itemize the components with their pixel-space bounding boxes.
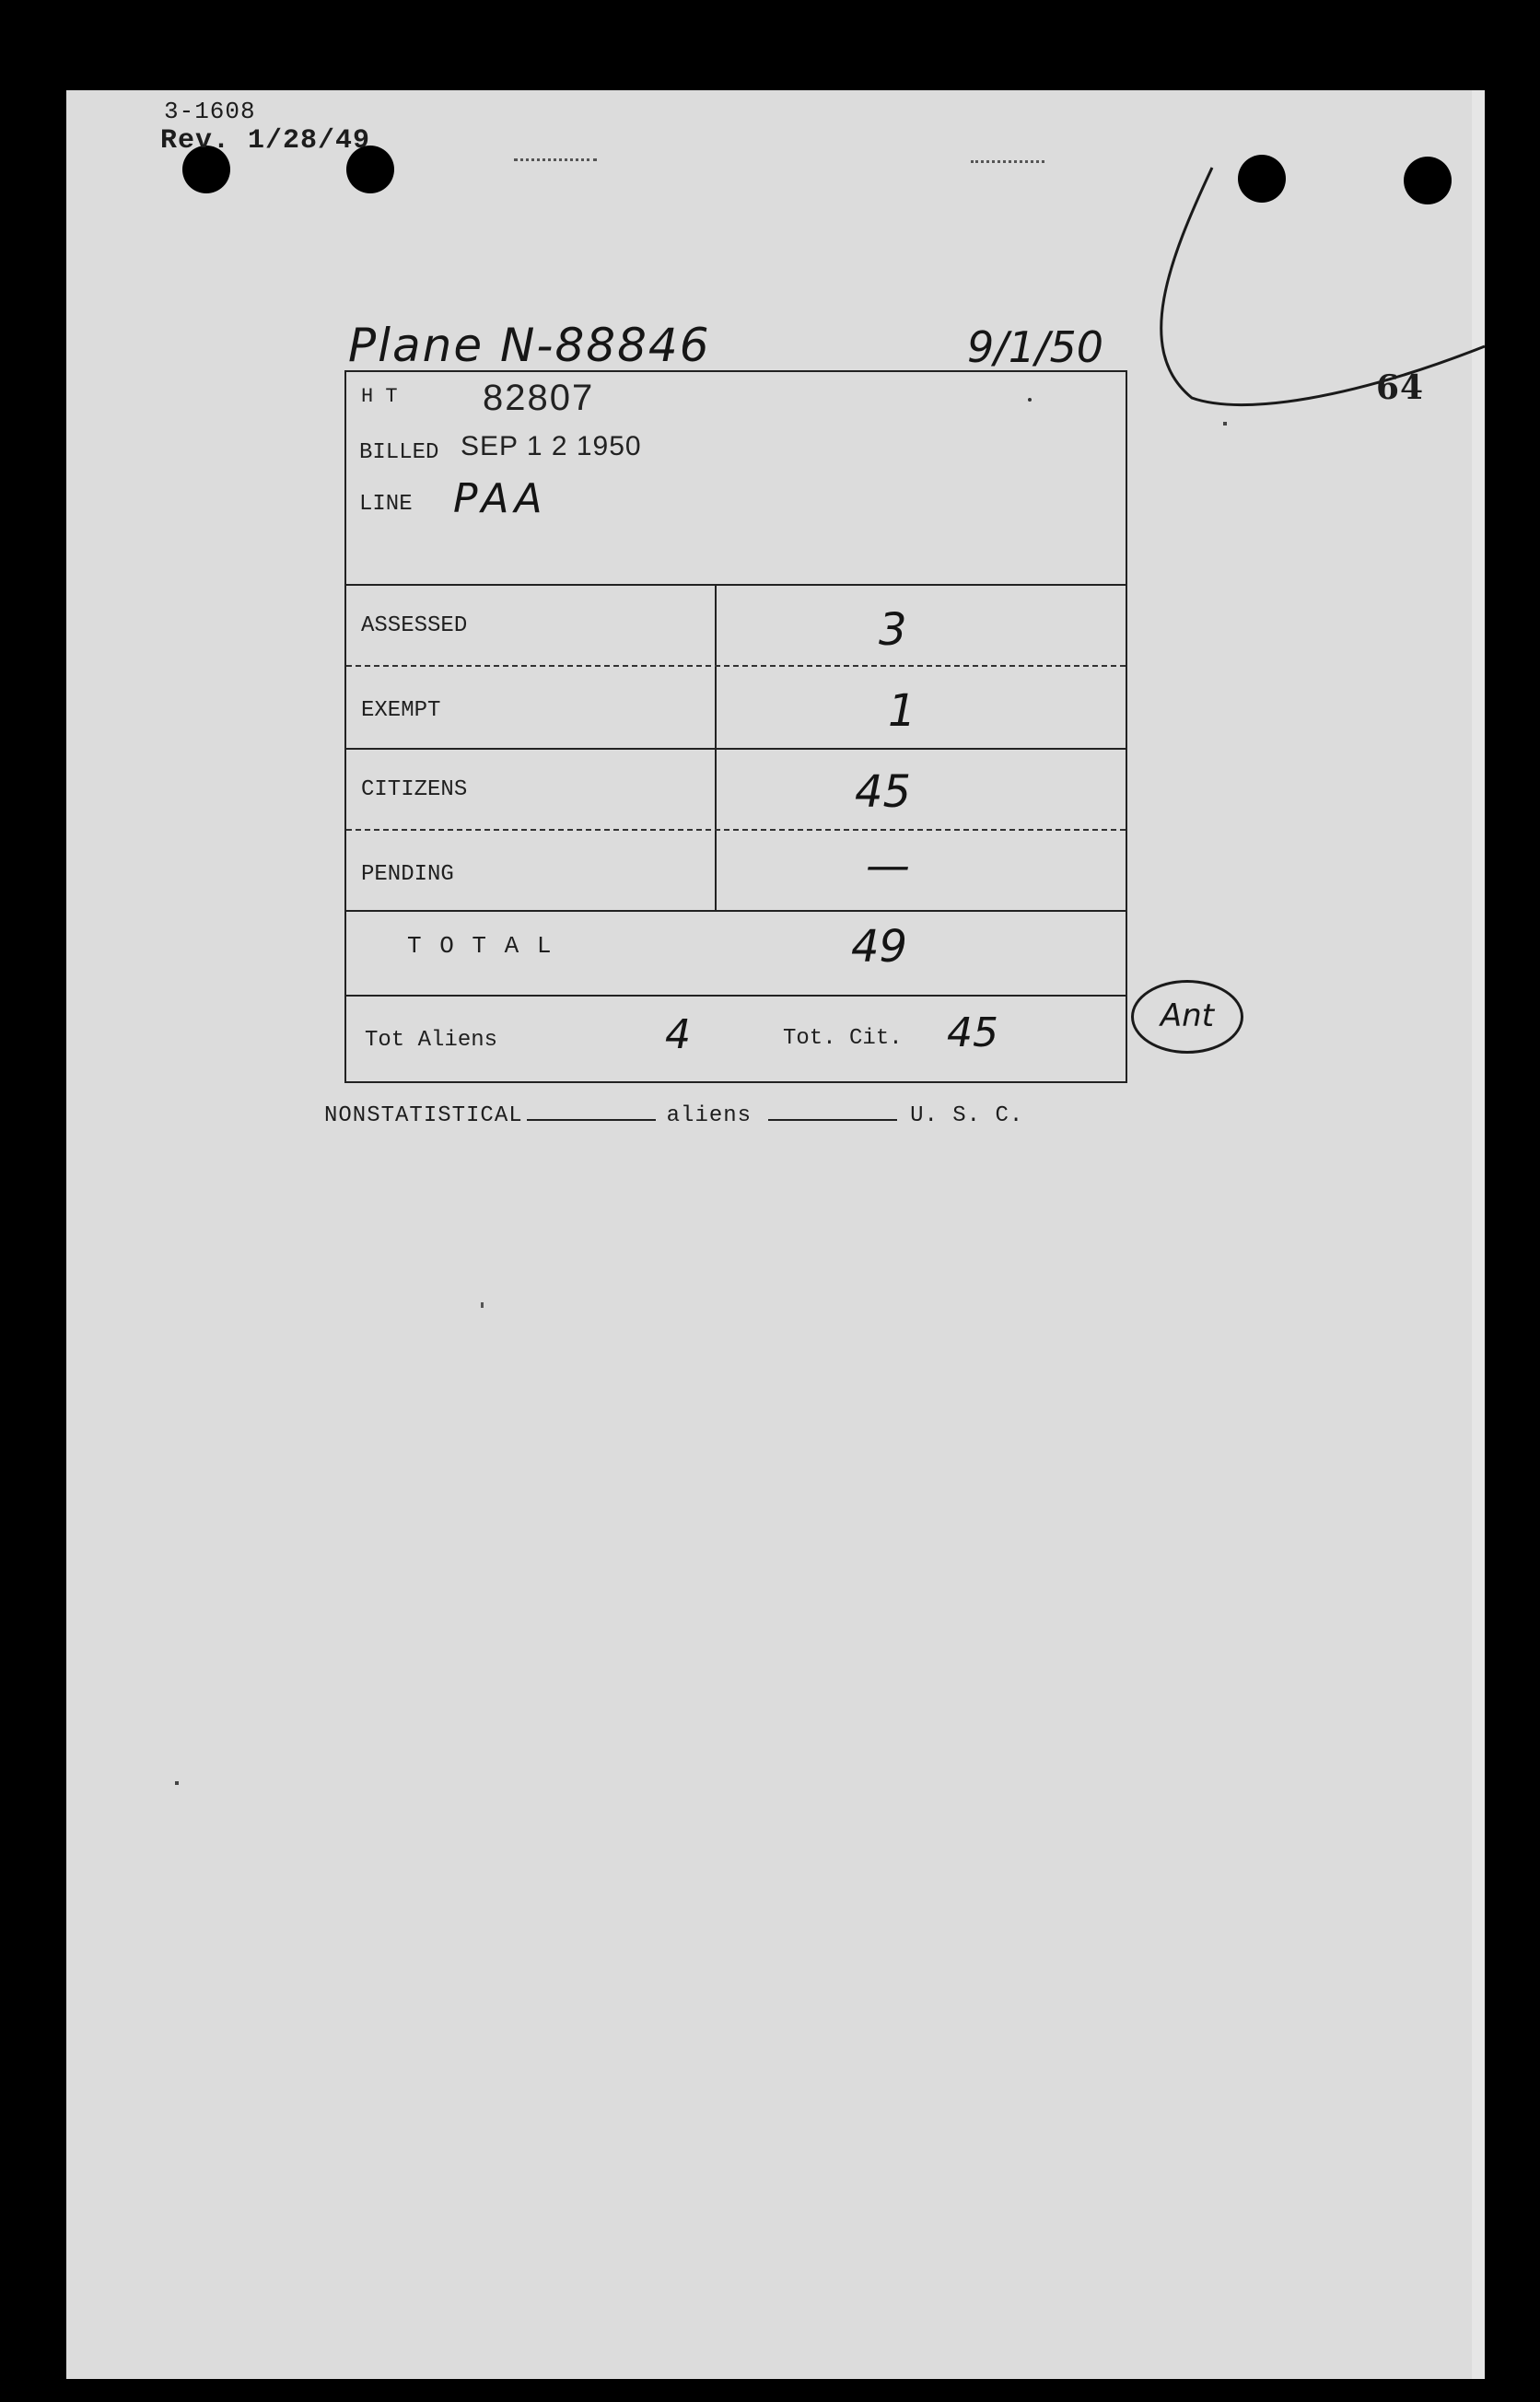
row-divider bbox=[346, 910, 1126, 912]
handwritten-plane: Plane N-88846 bbox=[348, 319, 711, 372]
handwritten-date: 9/1/50 bbox=[967, 322, 1104, 372]
nonstatistical-line bbox=[324, 1103, 1023, 1128]
line-value: PAA bbox=[453, 475, 548, 522]
row-value-pending: — bbox=[866, 840, 910, 892]
blank-line bbox=[768, 1119, 897, 1121]
tax-assessment-form bbox=[344, 370, 1127, 1083]
form-number: 3-1608 bbox=[164, 98, 256, 125]
total-label: T O T A L bbox=[407, 932, 554, 960]
curved-pencil-line bbox=[1133, 157, 1492, 414]
billed-label: BILLED bbox=[359, 440, 439, 465]
form-divider bbox=[346, 584, 1126, 586]
row-value-assessed: 3 bbox=[879, 604, 907, 656]
dot-mark bbox=[1028, 398, 1032, 402]
page-number: 64 bbox=[1376, 368, 1425, 407]
page-edge bbox=[1472, 90, 1485, 2379]
row-divider bbox=[346, 995, 1126, 997]
row-divider bbox=[346, 665, 1126, 667]
row-value-citizens: 45 bbox=[855, 766, 912, 818]
blank-line bbox=[527, 1119, 656, 1121]
row-value-exempt: 1 bbox=[888, 685, 916, 737]
tot-aliens-label: Tot Aliens bbox=[365, 1028, 498, 1053]
row-label-pending: PENDING bbox=[361, 862, 454, 887]
row-label-citizens: CITIZENS bbox=[361, 777, 468, 802]
nonstatistical-label: NONSTATISTICAL bbox=[324, 1103, 523, 1128]
circled-initials bbox=[1131, 980, 1243, 1054]
ht-number: 82807 bbox=[483, 378, 595, 418]
smudge-mark bbox=[514, 158, 597, 174]
billed-date-stamp: SEP 1 2 1950 bbox=[461, 431, 642, 461]
aliens-label: aliens bbox=[666, 1103, 752, 1128]
row-label-assessed: ASSESSED bbox=[361, 613, 468, 638]
usc-label: U. S. C. bbox=[910, 1103, 1024, 1128]
total-value: 49 bbox=[851, 921, 908, 973]
row-divider bbox=[346, 748, 1126, 750]
tot-cit-value: 45 bbox=[947, 1009, 998, 1056]
revision-date: Rev. 1/28/49 bbox=[160, 125, 371, 157]
speck bbox=[1223, 422, 1227, 426]
speck bbox=[175, 1781, 179, 1785]
line-label: LINE bbox=[359, 492, 413, 517]
tot-cit-label: Tot. Cit. bbox=[783, 1026, 903, 1051]
ht-label: H T bbox=[361, 385, 398, 408]
row-divider bbox=[346, 829, 1126, 831]
row-label-exempt: EXEMPT bbox=[361, 698, 441, 723]
initials-text: Ant bbox=[1160, 997, 1215, 1034]
smudge-mark bbox=[971, 160, 1044, 176]
column-divider bbox=[715, 584, 717, 910]
speck bbox=[481, 1302, 484, 1308]
tot-aliens-value: 4 bbox=[665, 1011, 691, 1058]
